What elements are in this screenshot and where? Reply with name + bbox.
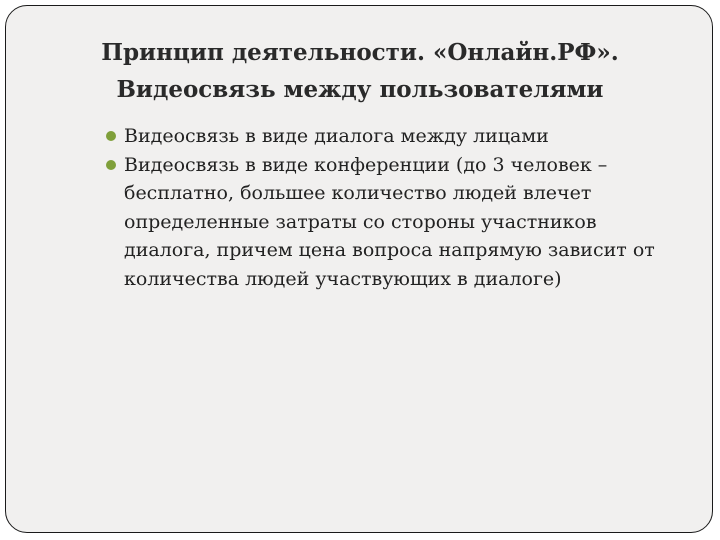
bullet-dot-icon [106,160,116,170]
bullet-text: Видеосвязь в виде конференции (до 3 человек – бесплатно, большее количество людей влечет определенные затраты со стороны участников диалога, причем цена вопроса напрямую зависит от количества людей участвующих в диалоге) [124,153,655,290]
bullet-text: Видеосвязь в виде диалога между лицами [124,125,549,147]
bullet-item [102,122,672,151]
bullet-list [102,122,672,293]
slide-title-line-1: Принцип деятельности. «Онлайн.РФ». [101,39,619,66]
slide-title [6,34,714,108]
bullet-dot-icon [106,131,116,141]
bullet-item [102,151,672,294]
slide-frame [5,5,713,533]
slide-title-line-2: Видеосвязь между пользователями [116,76,604,103]
